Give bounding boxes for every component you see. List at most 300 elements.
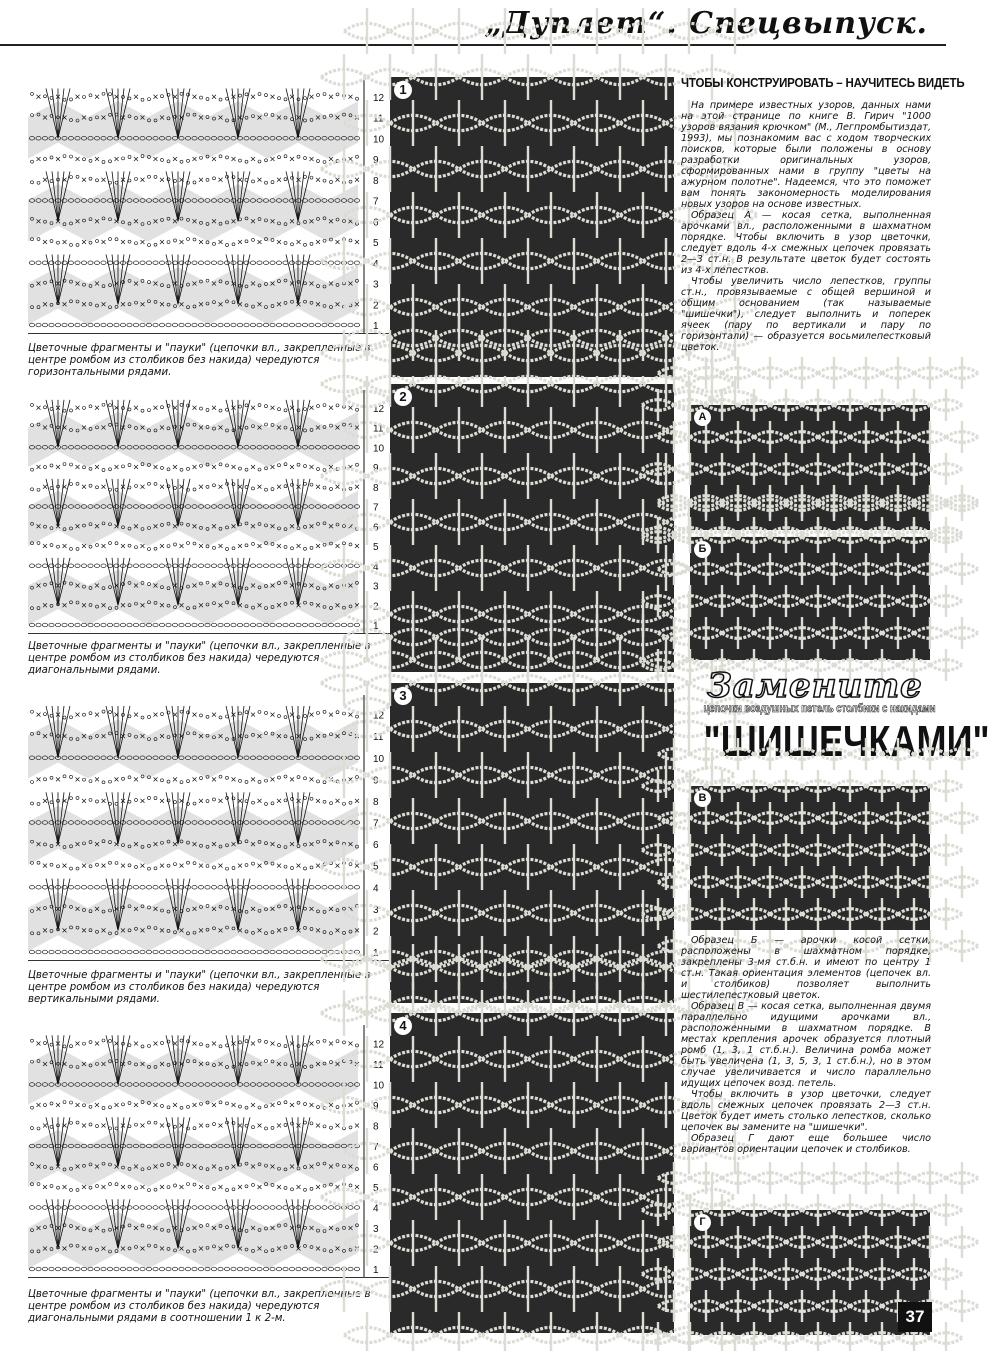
chain-stitch-symbol bbox=[245, 160, 248, 163]
chain-stitch-symbol bbox=[265, 1060, 268, 1063]
single-crochet-symbol bbox=[310, 1103, 314, 1107]
chain-stitch-symbol bbox=[148, 1121, 151, 1124]
chain-stitch-symbol bbox=[31, 92, 34, 95]
single-crochet-symbol bbox=[154, 777, 158, 781]
chain-stitch-symbol bbox=[265, 779, 268, 782]
chain-stitch-symbol bbox=[42, 950, 47, 954]
chain-stitch-symbol bbox=[50, 487, 53, 490]
chain-stitch-symbol bbox=[94, 1206, 99, 1210]
single-crochet-symbol bbox=[329, 406, 333, 410]
chain-stitch-symbol bbox=[89, 1041, 92, 1044]
diagram-symbols bbox=[28, 78, 390, 333]
chain-stitch-symbol bbox=[336, 1106, 339, 1109]
chain-stitch-symbol bbox=[330, 802, 333, 805]
chain-stitch-symbol bbox=[115, 542, 118, 545]
sidebar-paragraph: Чтобы увеличить число лепестков, группы ст.н., провязываемые с общей вершиной и общим основанием (так называемые "шишечки"), следует выполнить и поперек ячеек (пару по вертикали и пару по горизонтали) — образуется восьмилепестковый цветок. bbox=[681, 276, 931, 353]
chain-stitch-symbol bbox=[304, 1043, 307, 1046]
single-crochet-symbol bbox=[121, 544, 125, 548]
chain-stitch-symbol bbox=[250, 623, 255, 627]
chain-stitch-symbol bbox=[44, 95, 47, 98]
chain-stitch-symbol bbox=[200, 714, 203, 717]
chain-stitch-symbol bbox=[148, 1044, 151, 1047]
chain-stitch-symbol bbox=[211, 1267, 216, 1271]
chain-stitch-symbol bbox=[252, 487, 255, 490]
sidebar-paragraph: Образец Б — арочки косой сетки, расположены в шахматном порядке, закреплены 3-мя ст.б.н. и имеют по центру 1 ст.н. Такая ориентация элементов (цепочек вл. и столбиков) позволяет выполнить шестилепестковый цветок. bbox=[681, 935, 931, 1001]
single-crochet-symbol bbox=[154, 1103, 158, 1107]
chain-stitch-symbol bbox=[37, 542, 40, 545]
chain-stitch-symbol bbox=[36, 1267, 41, 1271]
chain-stitch-symbol bbox=[180, 1039, 183, 1042]
chain-stitch-symbol bbox=[218, 950, 223, 954]
chain-stitch-symbol bbox=[296, 261, 301, 265]
photo-number-badge: 1 bbox=[394, 81, 412, 99]
chain-stitch-symbol bbox=[283, 1267, 288, 1271]
row-number: 3 bbox=[373, 1224, 379, 1235]
chain-stitch-symbol bbox=[185, 623, 190, 627]
chain-stitch-symbol bbox=[193, 238, 196, 241]
chain-stitch-symbol bbox=[263, 564, 268, 568]
chain-stitch-symbol bbox=[328, 1267, 333, 1271]
single-crochet-symbol bbox=[310, 465, 314, 469]
chain-stitch-symbol bbox=[109, 238, 112, 241]
chain-stitch-symbol bbox=[63, 1101, 66, 1104]
chain-stitch-symbol bbox=[161, 779, 164, 782]
chain-stitch-symbol bbox=[276, 623, 281, 627]
chain-stitch-symbol bbox=[109, 160, 112, 163]
shaded-band bbox=[28, 1130, 358, 1187]
chain-stitch-symbol bbox=[83, 778, 86, 781]
row-number: 6 bbox=[373, 840, 379, 852]
chain-stitch-symbol bbox=[323, 1039, 326, 1042]
chain-stitch-symbol bbox=[263, 1267, 268, 1271]
single-crochet-symbol bbox=[290, 465, 294, 469]
chain-stitch-symbol bbox=[310, 242, 313, 245]
chain-stitch-symbol bbox=[75, 1206, 80, 1210]
chain-stitch-symbol bbox=[232, 243, 235, 246]
chain-stitch-symbol bbox=[122, 777, 125, 780]
chain-stitch-symbol bbox=[304, 1103, 307, 1106]
chain-stitch-symbol bbox=[341, 323, 346, 327]
single-crochet-symbol bbox=[238, 240, 242, 244]
chain-stitch-symbol bbox=[322, 1267, 327, 1271]
chain-stitch-symbol bbox=[109, 711, 112, 714]
lace-texture bbox=[390, 683, 674, 1003]
chain-stitch-symbol bbox=[336, 93, 339, 96]
chain-stitch-symbol bbox=[192, 1206, 197, 1210]
single-crochet-symbol bbox=[82, 485, 86, 489]
chain-stitch-symbol bbox=[328, 885, 333, 889]
chain-stitch-symbol bbox=[128, 463, 131, 466]
single-crochet-symbol bbox=[63, 864, 67, 868]
sidebar-paragraph: Образец А — косая сетка, выполненная арочками вл., расположенными в шахматном порядке. Чтобы включить в узор цветочки, следует вдоль 4-х смежных цепочек провязать 2—3 ст.н. В результате цветок будет состоять из 4-х лепестков. bbox=[681, 210, 931, 276]
chain-stitch-symbol bbox=[180, 92, 183, 95]
chain-stitch-symbol bbox=[258, 1039, 261, 1042]
single-crochet-symbol bbox=[271, 713, 275, 717]
single-crochet-symbol bbox=[258, 240, 262, 244]
chain-stitch-symbol bbox=[278, 97, 281, 100]
chain-stitch-symbol bbox=[213, 1187, 216, 1190]
chain-stitch-symbol bbox=[101, 1267, 106, 1271]
chain-stitch-symbol bbox=[284, 1045, 287, 1048]
chain-stitch-symbol bbox=[245, 1185, 248, 1188]
chain-stitch-symbol bbox=[289, 261, 294, 265]
chain-stitch-symbol bbox=[29, 623, 34, 627]
chain-stitch-symbol bbox=[96, 486, 99, 489]
single-crochet-symbol bbox=[121, 240, 125, 244]
row-number: 11 bbox=[373, 1060, 384, 1071]
chain-stitch-symbol bbox=[218, 323, 223, 327]
single-crochet-symbol bbox=[43, 1185, 47, 1189]
single-crochet-symbol bbox=[56, 157, 60, 161]
chain-stitch-symbol bbox=[304, 867, 307, 870]
chain-stitch-symbol bbox=[187, 780, 190, 783]
chain-stitch-symbol bbox=[219, 775, 222, 778]
chain-stitch-symbol bbox=[187, 1105, 190, 1108]
single-crochet-symbol bbox=[102, 485, 106, 489]
chain-stitch-symbol bbox=[304, 714, 307, 717]
chain-stitch-symbol bbox=[172, 623, 177, 627]
chain-stitch-symbol bbox=[89, 241, 92, 244]
sample-photo-g bbox=[690, 1210, 930, 1335]
chain-stitch-symbol bbox=[297, 463, 300, 466]
chain-stitch-symbol bbox=[205, 1206, 210, 1210]
chain-stitch-symbol bbox=[323, 160, 326, 163]
single-crochet-symbol bbox=[277, 544, 281, 548]
chain-stitch-symbol bbox=[284, 716, 287, 719]
chain-stitch-symbol bbox=[133, 950, 138, 954]
chain-stitch-symbol bbox=[289, 623, 294, 627]
chain-stitch-symbol bbox=[283, 950, 288, 954]
chain-stitch-symbol bbox=[83, 1042, 86, 1045]
chain-stitch-symbol bbox=[224, 950, 229, 954]
chain-stitch-symbol bbox=[265, 802, 268, 805]
single-crochet-symbol bbox=[76, 1042, 80, 1046]
chain-stitch-symbol bbox=[135, 484, 138, 487]
chain-stitch-symbol bbox=[239, 467, 242, 470]
chain-stitch-symbol bbox=[192, 1267, 197, 1271]
sidebar-intro-text bbox=[681, 100, 931, 353]
chain-stitch-symbol bbox=[96, 800, 99, 803]
single-crochet-symbol bbox=[199, 485, 203, 489]
chain-stitch-symbol bbox=[252, 1183, 255, 1186]
single-crochet-symbol bbox=[154, 1042, 158, 1046]
row-number: 10 bbox=[373, 134, 385, 146]
sample-letter-badge: Б bbox=[694, 541, 711, 558]
single-crochet-symbol bbox=[316, 485, 320, 489]
chain-stitch-symbol bbox=[297, 1045, 300, 1048]
chain-stitch-symbol bbox=[354, 1206, 359, 1210]
single-crochet-symbol bbox=[271, 465, 275, 469]
chain-stitch-symbol bbox=[167, 780, 170, 783]
chain-stitch-symbol bbox=[356, 408, 359, 411]
chain-stitch-symbol bbox=[296, 623, 301, 627]
chain-stitch-symbol bbox=[265, 94, 268, 97]
chain-stitch-symbol bbox=[57, 865, 60, 868]
single-crochet-symbol bbox=[258, 485, 262, 489]
chain-stitch-symbol bbox=[36, 885, 41, 889]
single-crochet-symbol bbox=[160, 544, 164, 548]
chain-stitch-symbol bbox=[297, 409, 300, 412]
chain-stitch-symbol bbox=[114, 1267, 119, 1271]
single-crochet-symbol bbox=[154, 406, 158, 410]
sample-photo-b bbox=[690, 537, 930, 660]
chain-stitch-symbol bbox=[89, 177, 92, 180]
single-crochet-symbol bbox=[134, 777, 138, 781]
chain-stitch-symbol bbox=[122, 465, 125, 468]
chain-stitch-symbol bbox=[297, 155, 300, 158]
chain-stitch-symbol bbox=[244, 623, 249, 627]
chain-stitch-symbol bbox=[50, 240, 53, 243]
chain-stitch-symbol bbox=[50, 1102, 53, 1105]
chain-stitch-symbol bbox=[257, 564, 262, 568]
chain-stitch-symbol bbox=[135, 242, 138, 245]
chain-stitch-symbol bbox=[315, 1267, 320, 1271]
chain-stitch-symbol bbox=[94, 885, 99, 889]
single-crochet-symbol bbox=[336, 485, 340, 489]
chain-stitch-symbol bbox=[257, 950, 262, 954]
chain-stitch-symbol bbox=[75, 623, 80, 627]
chain-stitch-symbol bbox=[128, 776, 131, 779]
row-number: 12 bbox=[373, 403, 385, 415]
single-crochet-symbol bbox=[316, 1185, 320, 1189]
chain-stitch-symbol bbox=[193, 488, 196, 491]
single-crochet-symbol bbox=[277, 1124, 281, 1128]
chain-stitch-symbol bbox=[109, 468, 112, 471]
single-crochet-symbol bbox=[219, 178, 223, 182]
single-crochet-symbol bbox=[297, 1124, 301, 1128]
chain-stitch-symbol bbox=[153, 950, 158, 954]
chain-stitch-symbol bbox=[44, 1042, 47, 1045]
chain-stitch-symbol bbox=[127, 323, 132, 327]
chain-stitch-symbol bbox=[335, 1206, 340, 1210]
row-number: 10 bbox=[373, 1080, 385, 1092]
row-number: 5 bbox=[373, 1183, 379, 1194]
chain-stitch-symbol bbox=[128, 864, 131, 867]
chain-stitch-symbol bbox=[284, 799, 287, 802]
chain-stitch-symbol bbox=[284, 409, 287, 412]
chain-stitch-symbol bbox=[141, 98, 144, 101]
chain-stitch-symbol bbox=[42, 261, 47, 265]
chain-stitch-symbol bbox=[276, 261, 281, 265]
chain-stitch-symbol bbox=[343, 802, 346, 805]
chain-stitch-symbol bbox=[148, 867, 151, 870]
chain-stitch-symbol bbox=[291, 866, 294, 869]
row-number: 9 bbox=[373, 1101, 379, 1112]
chain-stitch-symbol bbox=[153, 1206, 158, 1210]
chain-stitch-symbol bbox=[154, 243, 157, 246]
chain-stitch-symbol bbox=[198, 323, 203, 327]
chain-stitch-symbol bbox=[148, 482, 151, 485]
single-crochet-symbol bbox=[297, 1185, 301, 1189]
chain-stitch-symbol bbox=[198, 261, 203, 265]
chain-stitch-symbol bbox=[122, 1103, 125, 1106]
chain-stitch-symbol bbox=[115, 802, 118, 805]
single-crochet-symbol bbox=[154, 465, 158, 469]
chain-stitch-symbol bbox=[81, 950, 86, 954]
chain-stitch-symbol bbox=[211, 323, 216, 327]
chain-stitch-symbol bbox=[317, 1106, 320, 1109]
chain-stitch-symbol bbox=[218, 623, 223, 627]
chain-stitch-symbol bbox=[245, 404, 248, 407]
chain-stitch-symbol bbox=[44, 466, 47, 469]
chain-stitch-symbol bbox=[44, 778, 47, 781]
single-crochet-symbol bbox=[95, 1103, 99, 1107]
chain-stitch-symbol bbox=[323, 710, 326, 713]
chain-stitch-symbol bbox=[263, 885, 268, 889]
chain-stitch-symbol bbox=[310, 546, 313, 549]
chain-stitch-symbol bbox=[50, 156, 53, 159]
chain-stitch-symbol bbox=[302, 323, 307, 327]
chain-stitch-symbol bbox=[148, 796, 151, 799]
chain-stitch-symbol bbox=[198, 564, 203, 568]
single-crochet-symbol bbox=[95, 713, 99, 717]
single-crochet-symbol bbox=[251, 1042, 255, 1046]
chain-stitch-symbol bbox=[250, 1267, 255, 1271]
single-crochet-symbol bbox=[193, 157, 197, 161]
chain-stitch-symbol bbox=[343, 712, 346, 715]
single-crochet-symbol bbox=[199, 1124, 203, 1128]
chain-stitch-symbol bbox=[304, 243, 307, 246]
single-crochet-symbol bbox=[316, 240, 320, 244]
chain-stitch-symbol bbox=[140, 1267, 145, 1271]
chain-stitch-symbol bbox=[167, 240, 170, 243]
chain-stitch-symbol bbox=[310, 866, 313, 869]
chain-stitch-symbol bbox=[161, 1041, 164, 1044]
single-crochet-symbol bbox=[160, 240, 164, 244]
chain-stitch-symbol bbox=[317, 94, 320, 97]
single-crochet-symbol bbox=[102, 1124, 106, 1128]
single-crochet-symbol bbox=[290, 1103, 294, 1107]
chain-stitch-symbol bbox=[323, 1125, 326, 1128]
chain-stitch-symbol bbox=[296, 1206, 301, 1210]
chain-stitch-symbol bbox=[250, 323, 255, 327]
chain-stitch-symbol bbox=[343, 1041, 346, 1044]
chain-stitch-symbol bbox=[141, 1045, 144, 1048]
banner-main-word: "ШИШЕЧКАМИ" bbox=[703, 717, 990, 766]
chain-stitch-symbol bbox=[37, 238, 40, 241]
chain-stitch-symbol bbox=[270, 261, 275, 265]
chain-stitch-symbol bbox=[284, 775, 287, 778]
chain-stitch-symbol bbox=[50, 1043, 53, 1046]
chain-stitch-symbol bbox=[167, 160, 170, 163]
chain-stitch-symbol bbox=[63, 1045, 66, 1048]
chain-stitch-symbol bbox=[224, 1267, 229, 1271]
chain-stitch-symbol bbox=[133, 623, 138, 627]
chain-stitch-symbol bbox=[94, 1267, 99, 1271]
chain-stitch-symbol bbox=[55, 1267, 60, 1271]
chain-stitch-symbol bbox=[271, 488, 274, 491]
chain-stitch-symbol bbox=[101, 623, 106, 627]
chain-stitch-symbol bbox=[62, 950, 67, 954]
chain-stitch-symbol bbox=[237, 623, 242, 627]
chain-stitch-symbol bbox=[120, 323, 125, 327]
single-crochet-symbol bbox=[180, 864, 184, 868]
chain-stitch-symbol bbox=[148, 547, 151, 550]
magazine-header-title: „Дуплет“. Спецвыпуск. bbox=[484, 6, 928, 41]
chain-stitch-symbol bbox=[42, 1267, 47, 1271]
chain-stitch-symbol bbox=[226, 156, 229, 159]
chain-stitch-symbol bbox=[219, 155, 222, 158]
chain-stitch-symbol bbox=[102, 92, 105, 95]
chain-stitch-symbol bbox=[88, 950, 93, 954]
chain-stitch-symbol bbox=[128, 715, 131, 718]
single-crochet-symbol bbox=[277, 485, 281, 489]
chain-stitch-symbol bbox=[296, 323, 301, 327]
chain-stitch-symbol bbox=[115, 488, 118, 491]
chain-stitch-symbol bbox=[107, 1267, 112, 1271]
chain-stitch-symbol bbox=[31, 488, 34, 491]
chain-stitch-symbol bbox=[159, 950, 164, 954]
chain-stitch-symbol bbox=[335, 261, 340, 265]
single-crochet-symbol bbox=[134, 406, 138, 410]
chain-stitch-symbol bbox=[76, 1121, 79, 1124]
chain-stitch-symbol bbox=[349, 543, 352, 546]
chain-stitch-symbol bbox=[200, 1102, 203, 1105]
shaded-band bbox=[28, 1048, 358, 1105]
sample-letter-badge: В bbox=[694, 790, 711, 807]
chain-stitch-symbol bbox=[270, 564, 275, 568]
chain-stitch-symbol bbox=[289, 1267, 294, 1271]
chain-stitch-symbol bbox=[354, 623, 359, 627]
chain-stitch-symbol bbox=[239, 405, 242, 408]
chain-stitch-symbol bbox=[44, 406, 47, 409]
chain-stitch-symbol bbox=[263, 950, 268, 954]
header-rule bbox=[0, 44, 946, 46]
row-number: 9 bbox=[373, 775, 379, 787]
chain-stitch-symbol bbox=[289, 564, 294, 568]
chain-stitch-symbol bbox=[29, 323, 34, 327]
chain-stitch-symbol bbox=[114, 323, 119, 327]
chain-stitch-symbol bbox=[76, 243, 79, 246]
chain-stitch-symbol bbox=[70, 98, 73, 101]
chain-stitch-symbol bbox=[148, 243, 151, 246]
chain-stitch-symbol bbox=[70, 1101, 73, 1104]
chain-stitch-symbol bbox=[226, 464, 229, 467]
chain-stitch-symbol bbox=[200, 156, 203, 159]
chain-stitch-symbol bbox=[76, 482, 79, 485]
chain-stitch-symbol bbox=[322, 323, 327, 327]
chain-stitch-symbol bbox=[206, 178, 209, 181]
chain-stitch-symbol bbox=[133, 1267, 138, 1271]
chain-stitch-symbol bbox=[49, 323, 54, 327]
chain-stitch-symbol bbox=[265, 1127, 268, 1130]
chain-stitch-symbol bbox=[278, 715, 281, 718]
single-crochet-symbol bbox=[258, 1185, 262, 1189]
chain-stitch-symbol bbox=[219, 716, 222, 719]
chain-stitch-symbol bbox=[31, 403, 34, 406]
row-number: 8 bbox=[373, 175, 379, 187]
chain-stitch-symbol bbox=[309, 564, 314, 568]
chain-stitch-symbol bbox=[172, 323, 177, 327]
chain-stitch-symbol bbox=[200, 407, 203, 410]
single-crochet-symbol bbox=[271, 1103, 275, 1107]
chain-stitch-symbol bbox=[70, 155, 73, 158]
single-crochet-symbol bbox=[329, 1042, 333, 1046]
single-crochet-symbol bbox=[251, 1103, 255, 1107]
diagram-symbols bbox=[28, 695, 390, 960]
single-crochet-symbol bbox=[63, 544, 67, 548]
chain-stitch-symbol bbox=[128, 1185, 131, 1188]
chain-stitch-symbol bbox=[328, 261, 333, 265]
chain-stitch-symbol bbox=[354, 323, 359, 327]
chain-stitch-symbol bbox=[55, 323, 60, 327]
chain-stitch-symbol bbox=[310, 1122, 313, 1125]
chain-stitch-symbol bbox=[37, 488, 40, 491]
chain-stitch-symbol bbox=[265, 159, 268, 162]
row-number: 4 bbox=[373, 883, 379, 895]
chain-stitch-symbol bbox=[245, 711, 248, 714]
chain-stitch-symbol bbox=[348, 885, 353, 889]
